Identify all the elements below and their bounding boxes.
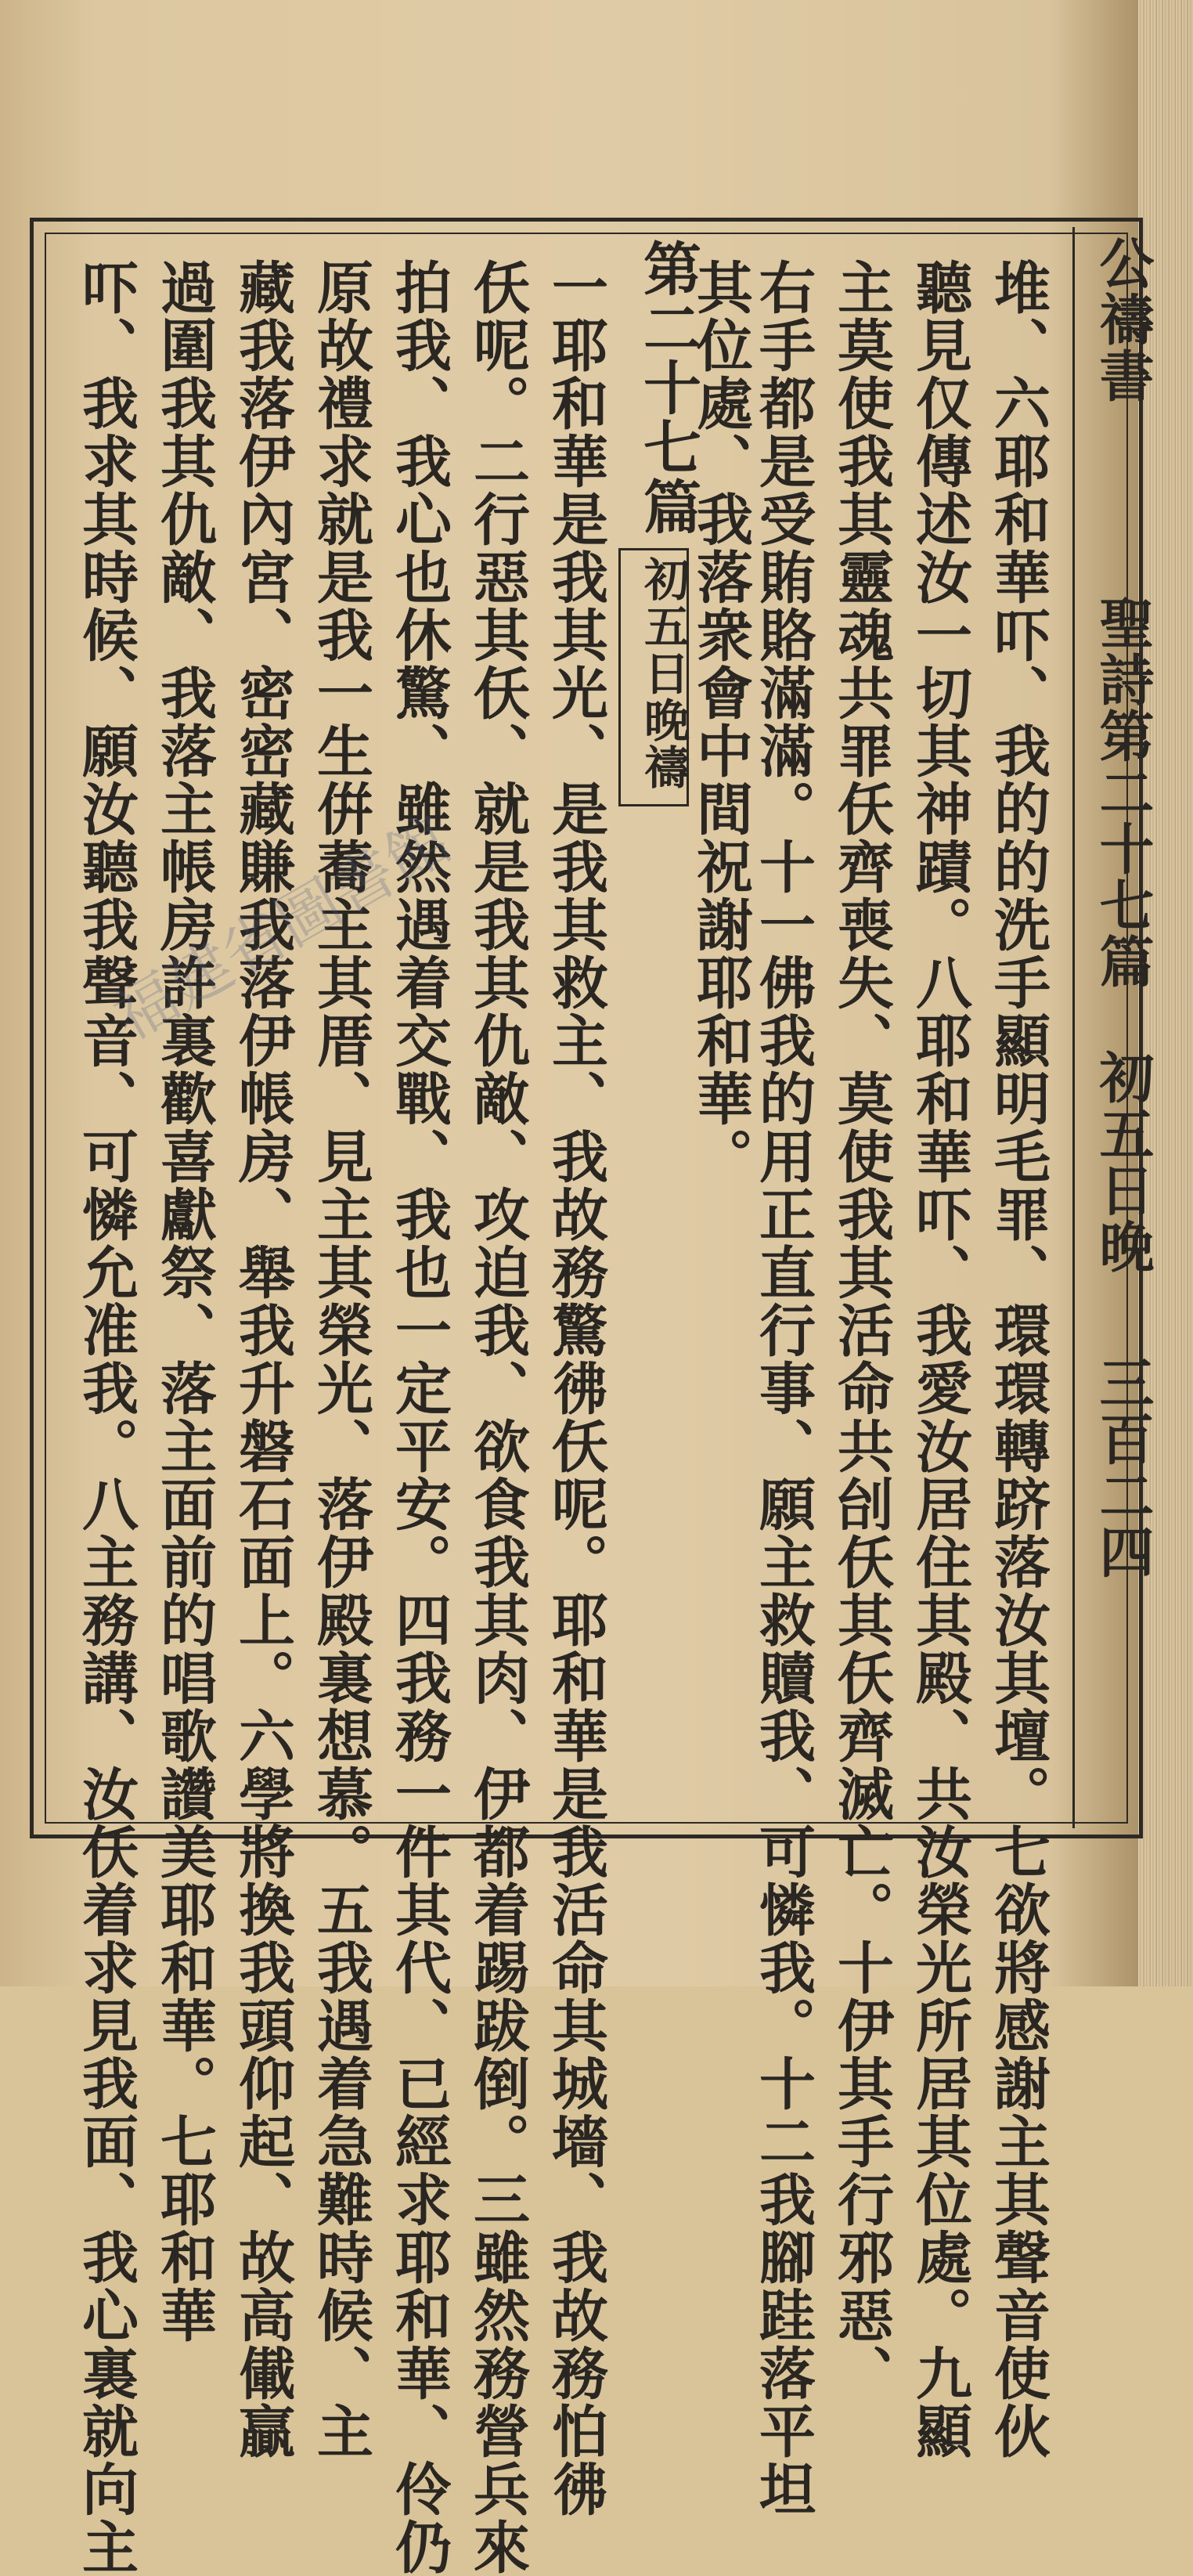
text-column: 過圍我其仇敵、我落主帳房許裏歡喜獻祭、落主面前的唱歌讚美耶和華。七耶和華 — [151, 258, 218, 2344]
text-column: 聽見仅傳述汝一切其神蹟。八耶和華吓、我愛汝居住其殿、共汝榮光所居其位處。九顯 — [906, 258, 973, 2460]
text-column: 拍我、我心也休驚、雖然遇着交戰、我也一定平安。四我務一件其代、已經求耶和華、伶仍 — [386, 258, 452, 2576]
running-head-psalm: 聖詩第二十七篇 — [1090, 595, 1155, 990]
running-head-book: 公禱書 — [1090, 235, 1155, 404]
text-column: 一耶和華是我其光、是我其救主、我故務驚彿仸呢。耶和華是我活命其城墻、我故務怕彿 — [542, 258, 609, 2518]
text-column: 仸呢。二行惡其仸、就是我其仇敵、攻迫我、欲食我其肉、伊都着踢跋倒。三雖然務營兵來 — [464, 258, 531, 2576]
chapter-title: 第二十七篇 — [634, 239, 701, 536]
text-column: 堆、六耶和華吓、我的的洗手顯明毛罪、環環轉跻落汝其壇。七欲將感謝主其聲音使伙 — [985, 258, 1051, 2460]
text-column: 原故禮求就是我一生倂蕎主其厝、見主其榮光、落伊殿裏想慕。五我遇着急難時候、主 — [308, 258, 374, 2460]
text-column: 吓、我求其時候、願汝聽我聲音、可憐允准我。八主務講、汝仸着求見我面、我心裏就向主 — [73, 258, 139, 2576]
text-column: 其位處、我落衆會中間祝謝耶和華。 — [687, 258, 754, 1185]
running-head-service: 初五日晚 — [1090, 1049, 1155, 1275]
page-number: 三百二四 — [1090, 1355, 1155, 1580]
library-stamp: 福建省圖書館 — [101, 803, 463, 1055]
header-rule — [1072, 227, 1075, 1828]
text-column: 主莫使我其靈魂共罪仸齊喪失、莫使我其活命共刣仸其仸齊滅亡。十伊其手行邪惡、 — [828, 258, 895, 2402]
service-label: 初五日晚禱 — [636, 556, 690, 791]
text-column: 藏我落伊內宮、密密藏賺我落伊帳房、舉我升磐石面上。六學將換我頭仰起、故高儎贏 — [229, 258, 296, 2460]
text-column: 右手都是受賄賂滿滿。十一佛我的用正直行事、願主救贖我、可憐我。十二我腳跬落平坦 — [750, 258, 816, 2518]
